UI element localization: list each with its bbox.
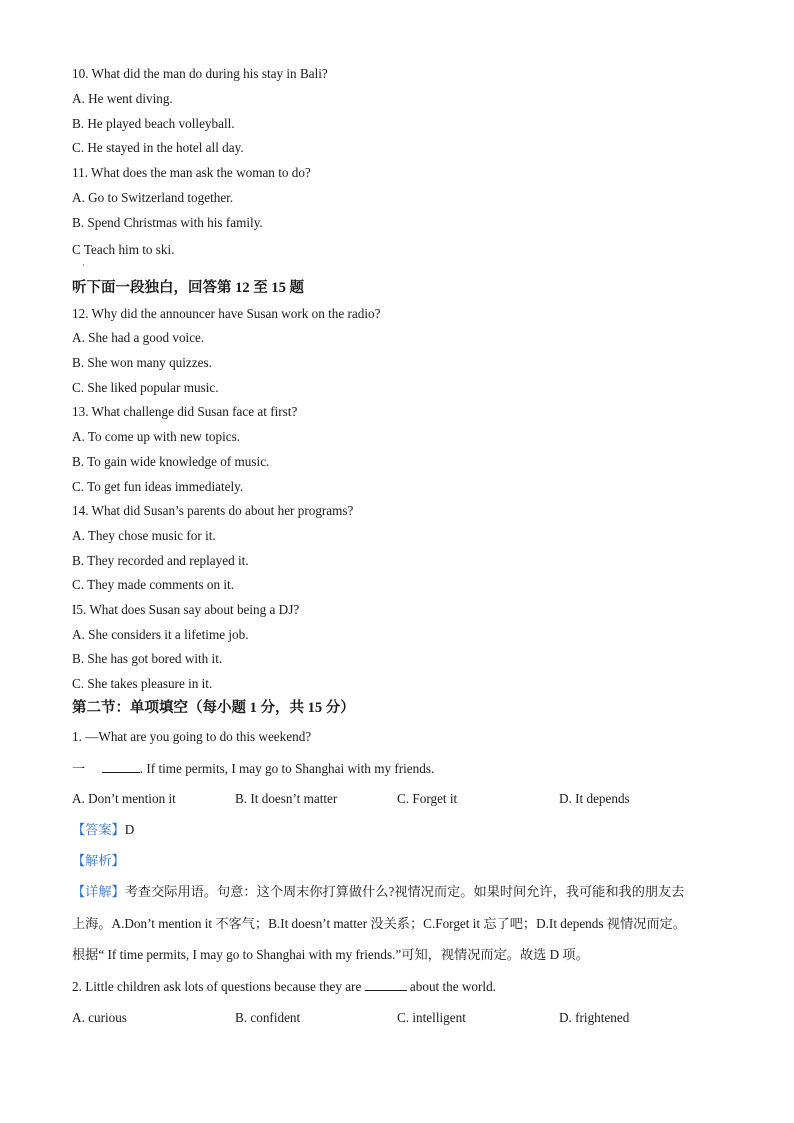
detail-line-1 bbox=[72, 884, 732, 900]
q12-option-c: C. She liked popular music. bbox=[72, 380, 219, 395]
grammar-q2-option-b: B. confident bbox=[235, 1010, 301, 1025]
question-12: 12. Why did the announcer have Susan work on the radio? bbox=[72, 306, 381, 321]
grammar-question-1: 1. —What are you going to do this weekend? bbox=[72, 729, 312, 744]
grammar-q1-option-b: B. It doesn’t matter bbox=[235, 791, 338, 806]
answer-line bbox=[72, 822, 134, 838]
q11-option-b: B. Spend Christmas with his family. bbox=[72, 215, 263, 230]
detail-text-1: 考查交际用语。句意：这个周末你打算做什么?视情况而定。如果时间允许，我可能和我的朋友去 bbox=[124, 884, 685, 899]
q2-answer-blank bbox=[365, 978, 407, 991]
answer-value: D bbox=[124, 822, 135, 837]
grammar-q1-option-a: A. Don’t mention it bbox=[72, 791, 176, 806]
q14-option-a: A. They chose music for it. bbox=[72, 528, 216, 543]
q13-option-b: B. To gain wide knowledge of music. bbox=[72, 454, 270, 469]
q10-option-b: B. He played beach volleyball. bbox=[72, 116, 235, 131]
q2-text-after: about the world. bbox=[409, 979, 496, 994]
question-11: 11. What does the man ask the woman to do? bbox=[72, 165, 311, 180]
q13-option-c: C. To get fun ideas immediately. bbox=[72, 479, 244, 494]
answer-blank bbox=[102, 760, 140, 773]
q15-option-c: C. She takes pleasure in it. bbox=[72, 676, 213, 691]
question-10: 10. What did the man do during his stay in Bali? bbox=[72, 66, 328, 81]
grammar-q1-option-c: C. Forget it bbox=[397, 791, 458, 806]
detail-label: 【详解】 bbox=[72, 884, 125, 899]
q2-text-before: 2. Little children ask lots of questions because they are bbox=[72, 979, 362, 994]
grammar-question-2 bbox=[72, 978, 496, 995]
detail-line-3: 根据“ If time permits, I may go to Shanghai with my friends.”可知，视情况而定。故选 D 项。 bbox=[72, 947, 589, 962]
stray-dot-mark: · bbox=[82, 260, 85, 270]
q10-option-c: C. He stayed in the hotel all day. bbox=[72, 140, 244, 155]
question-14: 14. What did Susan’s parents do about her programs? bbox=[72, 503, 354, 518]
detail-line-2: 上海。A.Don’t mention it 不客气；B.It doesn’t matter 没关系；C.Forget it 忘了吧；D.It depends 视情况而定。 bbox=[72, 916, 686, 931]
analysis-label: 【解析】 bbox=[72, 853, 125, 868]
q11-option-a: A. Go to Switzerland together. bbox=[72, 190, 234, 205]
q10-option-a: A. He went diving. bbox=[72, 91, 173, 106]
q15-option-a: A. She considers it a lifetime job. bbox=[72, 627, 249, 642]
grammar-q2-option-c: C. intelligent bbox=[397, 1010, 466, 1025]
q15-option-b: B. She has got bored with it. bbox=[72, 651, 223, 666]
grammar-q1-reply bbox=[72, 760, 434, 777]
monologue-heading: 听下面一段独白，回答第 12 至 15 题 bbox=[72, 280, 304, 296]
q14-option-c: C. They made comments on it. bbox=[72, 577, 235, 592]
q11-option-c: C Teach him to ski. bbox=[72, 242, 175, 257]
q12-option-b: B. She won many quizzes. bbox=[72, 355, 212, 370]
q14-option-b: B. They recorded and replayed it. bbox=[72, 553, 249, 568]
reply-text: . If time permits, I may go to Shanghai with my friends. bbox=[139, 761, 435, 776]
grammar-q1-option-d: D. It depends bbox=[559, 791, 630, 806]
grammar-q2-option-d: D. frightened bbox=[559, 1010, 630, 1025]
reply-dash: 一 bbox=[72, 761, 86, 776]
question-13: 13. What challenge did Susan face at first? bbox=[72, 404, 298, 419]
answer-label: 【答案】 bbox=[72, 822, 125, 837]
q12-option-a: A. She had a good voice. bbox=[72, 330, 205, 345]
question-15: I5. What does Susan say about being a DJ? bbox=[72, 602, 300, 617]
grammar-q2-option-a: A. curious bbox=[72, 1010, 127, 1025]
section2-heading: 第二节：单项填空（每小题 1 分，共 15 分） bbox=[72, 700, 355, 716]
q13-option-a: A. To come up with new topics. bbox=[72, 429, 241, 444]
